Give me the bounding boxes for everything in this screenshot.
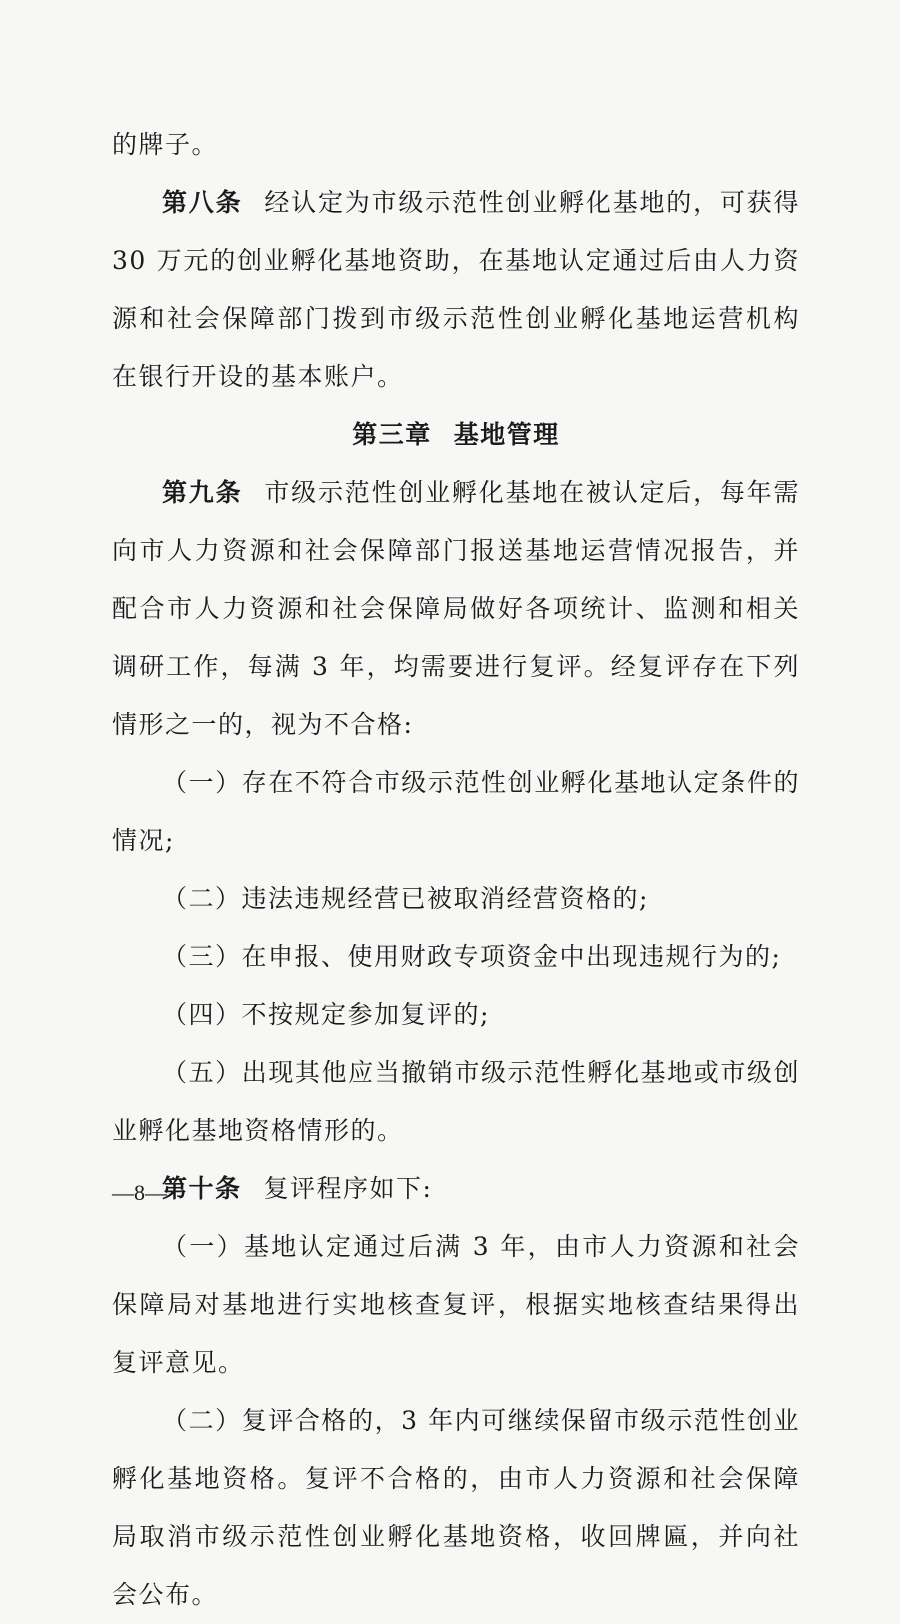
chapter-title: 基地管理 bbox=[453, 420, 560, 449]
article-9-item: （二）违法违规经营已被取消经营资格的; bbox=[162, 884, 649, 913]
article-8 bbox=[112, 174, 800, 406]
article-10-item: （一）基地认定通过后满 3 年，由市人力资源和社会保障局对基地进行实地核查复评，根据实地核查结果得出复评意见。 bbox=[112, 1232, 800, 1377]
article-10 bbox=[112, 1160, 800, 1218]
article-8-text: 经认定为市级示范性创业孵化基地的，可获得 30 万元的创业孵化基地资助，在基地认定通过后由人力资源和社会保障部门拨到市级示范性创业孵化基地运营机构在银行开设的基本账户。 bbox=[112, 188, 800, 391]
article-9-label: 第九条 bbox=[162, 478, 243, 507]
article-9-item: （四）不按规定参加复评的; bbox=[162, 1000, 490, 1029]
article-9-item: （三）在申报、使用财政专项资金中出现违规行为的; bbox=[162, 942, 782, 971]
article-10-text: 复评程序如下: bbox=[263, 1174, 433, 1203]
article-8-label: 第八条 bbox=[162, 188, 243, 217]
article-9 bbox=[112, 464, 800, 754]
chapter-heading bbox=[112, 406, 800, 464]
chapter-number: 第三章 bbox=[352, 420, 432, 449]
article-10-item: （二）复评合格的，3 年内可继续保留市级示范性创业孵化基地资格。复评不合格的，由市人力资源和社会保障局取消市级示范性创业孵化基地资格，收回牌匾，并向社会公布。 bbox=[112, 1406, 800, 1609]
article-9-item: （五）出现其他应当撤销市级示范性孵化基地或市级创业孵化基地资格情形的。 bbox=[112, 1058, 800, 1145]
article-9-item: （一）存在不符合市级示范性创业孵化基地认定条件的情况; bbox=[112, 768, 800, 855]
article-9-text: 市级示范性创业孵化基地在被认定后，每年需向市人力资源和社会保障部门报送基地运营情况报告，并配合市人力资源和社会保障局做好各项统计、监测和相关调研工作，每满 3 年，均需要进行复评。经复评存在下列情形之一的，视为不合格: bbox=[112, 478, 800, 739]
intro-text: 的牌子。 bbox=[112, 130, 219, 159]
page-number: —8— bbox=[112, 1180, 167, 1205]
article-10-label: 第十条 bbox=[162, 1174, 242, 1203]
